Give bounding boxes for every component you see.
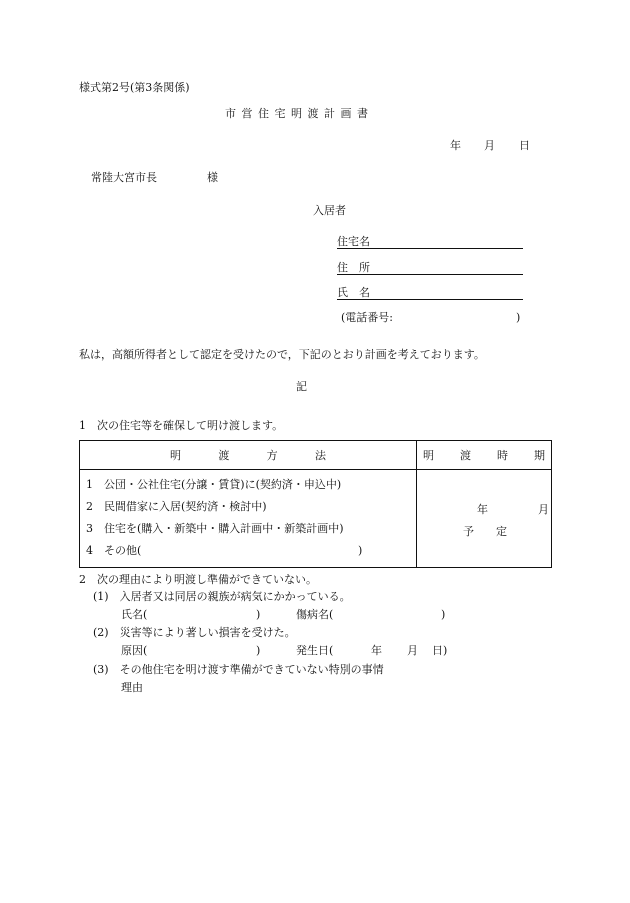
phone-close: ) bbox=[516, 311, 521, 324]
method-header-char: 渡 bbox=[218, 449, 230, 462]
date-year: 年 bbox=[450, 139, 461, 152]
sub1-title: (1) 入居者又は同居の親族が病気にかかっている。 bbox=[93, 590, 351, 603]
sub1-disease-open: 傷病名( bbox=[296, 608, 334, 621]
name-label: 氏 名 bbox=[337, 286, 370, 299]
method-header-char: 法 bbox=[314, 449, 326, 462]
phone-open: (電話番号: bbox=[341, 311, 393, 324]
sub2-date-year: 年 bbox=[371, 644, 382, 657]
sub3-reason-label: 理由 bbox=[121, 681, 143, 694]
sub2-date-month: 月 bbox=[407, 644, 418, 657]
period-month: 月 bbox=[538, 503, 549, 516]
sub1-disease-close: ) bbox=[441, 608, 446, 621]
sub1-name-close: ) bbox=[256, 608, 261, 621]
method-header bbox=[80, 441, 417, 470]
form-label: 様式第2号(第3条関係) bbox=[79, 81, 190, 94]
sub2-title: (2) 災害等により著しい損害を受けた。 bbox=[93, 626, 296, 639]
method-items-cell bbox=[80, 470, 417, 568]
period-header bbox=[417, 441, 552, 470]
address-line[interactable] bbox=[337, 274, 523, 275]
plan-table bbox=[79, 440, 552, 568]
sub3-title: (3) その他住宅を明け渡す準備ができていない特別の事情 bbox=[93, 663, 384, 676]
method-option-4[interactable] bbox=[86, 544, 416, 566]
method-option-4-label: 4 その他( bbox=[86, 544, 142, 557]
period-header-char: 渡 bbox=[460, 449, 471, 462]
method-option-1[interactable]: 1 公団・公社住宅(分譲・賃貸)に(契約済・申込中) bbox=[86, 478, 342, 491]
address-label: 住 所 bbox=[337, 261, 370, 274]
period-header-char: 時 bbox=[497, 449, 508, 462]
sub2-cause-close: ) bbox=[256, 644, 261, 657]
date-day: 日 bbox=[519, 139, 530, 152]
method-header-char: 方 bbox=[266, 449, 278, 462]
section2-heading: 2 次の理由により明渡し準備ができていない。 bbox=[79, 573, 317, 586]
document-title: 市 営 住 宅 明 渡 計 画 書 bbox=[225, 107, 369, 120]
date-month: 月 bbox=[484, 139, 495, 152]
period-cell[interactable] bbox=[417, 470, 552, 568]
period-plan: 予 定 bbox=[463, 525, 507, 538]
sub2-date-label: 発生日( bbox=[296, 644, 334, 657]
method-header-char: 明 bbox=[170, 449, 181, 462]
method-option-2[interactable]: 2 民間借家に入居(契約済・検討中) bbox=[86, 500, 267, 513]
name-line[interactable] bbox=[337, 299, 523, 300]
method-option-3[interactable]: 3 住宅を(購入・新築中・購入計画中・新築計画中) bbox=[86, 522, 344, 535]
section1-heading: 1 次の住宅等を確保して明け渡します。 bbox=[79, 419, 284, 432]
addressee-honorific: 様 bbox=[207, 171, 218, 184]
period-header-char: 期 bbox=[534, 449, 545, 462]
period-year: 年 bbox=[477, 503, 488, 516]
statement-text: 私は，高額所得者として認定を受けたので，下記のとおり計画を考えております。 bbox=[79, 348, 485, 361]
method-option-4-close: ) bbox=[358, 544, 363, 557]
housing-name-line[interactable] bbox=[337, 248, 523, 249]
sub2-date-day: 日) bbox=[432, 644, 448, 657]
ki-label: 記 bbox=[296, 380, 307, 393]
sub1-name-open: 氏名( bbox=[121, 608, 148, 621]
period-header-char: 明 bbox=[423, 449, 434, 462]
addressee-name: 常陸大宮市長 bbox=[91, 171, 157, 184]
housing-name-label: 住宅名 bbox=[337, 235, 370, 248]
applicant-heading: 入居者 bbox=[313, 204, 346, 217]
sub2-cause-open: 原因( bbox=[121, 644, 148, 657]
